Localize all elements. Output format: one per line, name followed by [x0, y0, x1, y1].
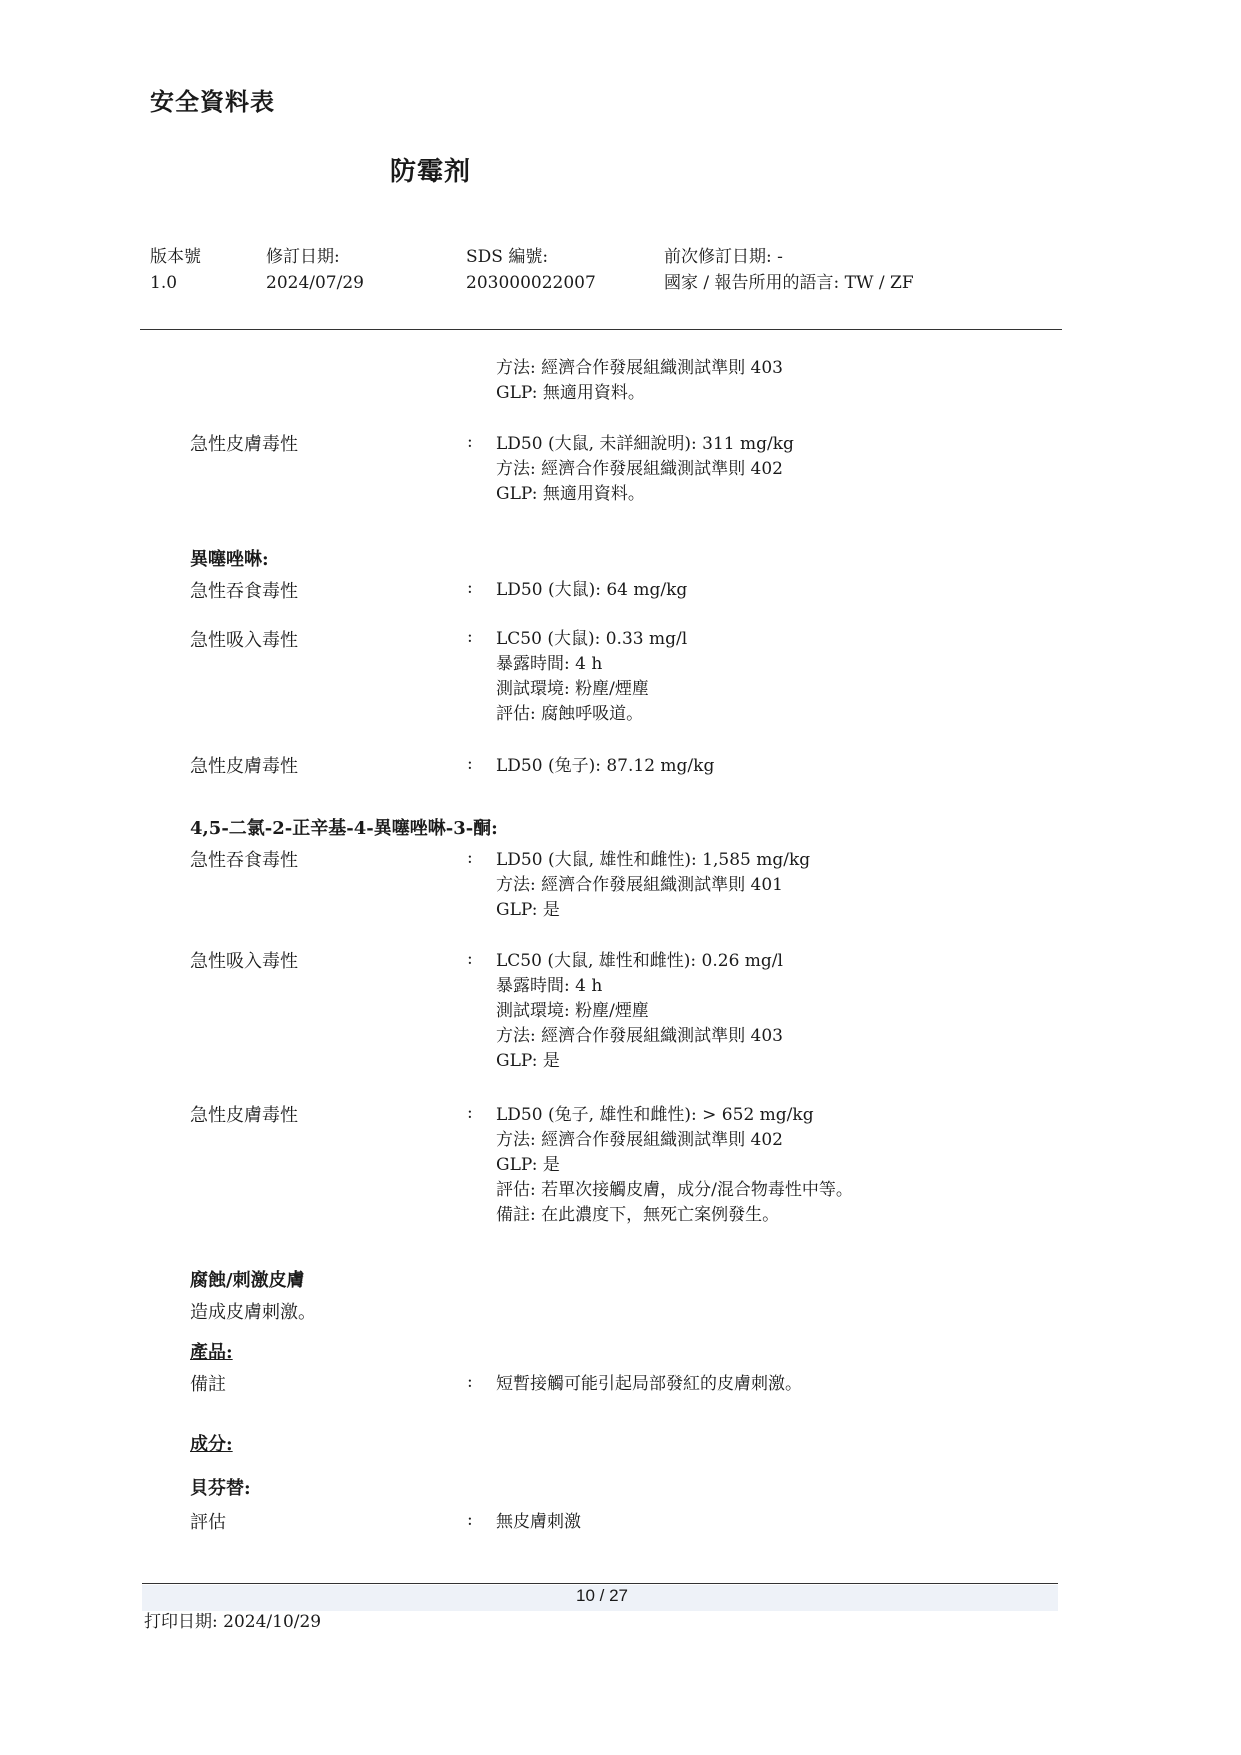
substance-heading: 異噻唑啉:	[190, 549, 269, 570]
row-values	[496, 949, 783, 1074]
revision-date: 2024/07/29	[266, 273, 364, 293]
value-line: 暴露時間: 4 h	[496, 654, 603, 674]
value-line: GLP: 是	[496, 1051, 560, 1071]
value-line: 備註: 在此濃度下，無死亡案例發生。	[496, 1205, 780, 1225]
value-line: LD50 (兔子): 87.12 mg/kg	[496, 756, 715, 776]
value-line: 評估: 若單次接觸皮膚，成分/混合物毒性中等。	[496, 1180, 853, 1200]
row-values	[496, 578, 687, 603]
value-line: 方法: 經濟合作發展組織測試準則 403	[496, 1026, 783, 1046]
value-line: 測試環境: 粉塵/煙塵	[496, 679, 649, 699]
sds-number: 203000022007	[466, 273, 596, 293]
components-heading: 成分:	[190, 1434, 233, 1455]
value-line: 方法: 經濟合作發展組織測試準則 402	[496, 459, 783, 479]
value-line: LD50 (大鼠, 未詳細說明): 311 mg/kg	[496, 434, 794, 454]
row-values	[496, 754, 714, 779]
row-label: 急性吸入毒性	[190, 630, 298, 651]
row-label: 急性皮膚毒性	[190, 1105, 298, 1126]
value-line: GLP: 是	[496, 1155, 560, 1175]
row-colon: :	[467, 1372, 473, 1392]
row-label: 急性吞食毒性	[190, 581, 298, 602]
row-colon: :	[467, 432, 473, 452]
row-label: 急性皮膚毒性	[190, 756, 298, 777]
product-heading: 產品:	[190, 1342, 233, 1363]
value-line: 方法: 經濟合作發展組織測試準則 403	[496, 358, 783, 378]
row-values	[496, 848, 810, 923]
version-value: 1.0	[150, 273, 178, 293]
value-line: 評估: 腐蝕呼吸道。	[496, 704, 644, 724]
row-colon: :	[467, 1103, 473, 1123]
document-type: 安全資料表	[150, 88, 275, 116]
row-colon: :	[467, 578, 473, 598]
value-line: LC50 (大鼠, 雄性和雌性): 0.26 mg/l	[496, 951, 783, 971]
row-values	[496, 1103, 853, 1228]
value-line: 方法: 經濟合作發展組織測試準則 401	[496, 875, 783, 895]
value-line: GLP: 是	[496, 900, 560, 920]
section-heading-skin: 腐蝕/刺激皮膚	[190, 1270, 305, 1291]
row-values	[496, 1510, 581, 1535]
product-name: 防霉剂	[390, 157, 472, 187]
value-line: LD50 (大鼠, 雄性和雌性): 1,585 mg/kg	[496, 850, 811, 870]
version-label: 版本號	[150, 247, 201, 267]
row-label: 備註	[190, 1374, 226, 1395]
row-label: 急性皮膚毒性	[190, 434, 298, 455]
value-line: GLP: 無適用資料。	[496, 484, 645, 504]
page-number: 10 / 27	[576, 1586, 628, 1605]
value-line: 測試環境: 粉塵/煙塵	[496, 1001, 649, 1021]
value-line: GLP: 無適用資料。	[496, 383, 645, 403]
row-values	[496, 627, 687, 727]
row-colon: :	[467, 848, 473, 868]
print-date: 打印日期: 2024/10/29	[144, 1612, 322, 1632]
row-colon: :	[467, 627, 473, 647]
value-line: LD50 (兔子, 雄性和雌性): > 652 mg/kg	[496, 1105, 814, 1125]
value-line: 暴露時間: 4 h	[496, 976, 603, 996]
value-line: 無皮膚刺激	[496, 1512, 581, 1532]
value-line: 方法: 經濟合作發展組織測試準則 402	[496, 1130, 783, 1150]
country-language: 國家 / 報告所用的語言: TW / ZF	[664, 273, 914, 293]
row-values	[496, 432, 794, 507]
revision-label: 修訂日期:	[266, 247, 340, 267]
substance-heading: 貝芬替:	[190, 1478, 251, 1499]
row-label: 急性吞食毒性	[190, 850, 298, 871]
substance-heading: 4,5-二氯-2-正辛基-4-異噻唑啉-3-酮:	[190, 818, 498, 839]
row-values	[496, 1372, 802, 1397]
row-colon: :	[467, 1510, 473, 1530]
prev-revision: 前次修訂日期: -	[664, 247, 783, 267]
row-colon: :	[467, 949, 473, 969]
footer-divider	[142, 1583, 1058, 1584]
sds-label: SDS 編號:	[466, 247, 549, 267]
value-line: 短暫接觸可能引起局部發紅的皮膚刺激。	[496, 1374, 802, 1394]
row-label: 評估	[190, 1512, 226, 1533]
value-line: LC50 (大鼠): 0.33 mg/l	[496, 629, 688, 649]
row-label: 急性吸入毒性	[190, 951, 298, 972]
skin-statement: 造成皮膚刺激。	[190, 1302, 316, 1323]
continued-values	[496, 356, 783, 406]
row-colon: :	[467, 754, 473, 774]
value-line: LD50 (大鼠): 64 mg/kg	[496, 580, 688, 600]
